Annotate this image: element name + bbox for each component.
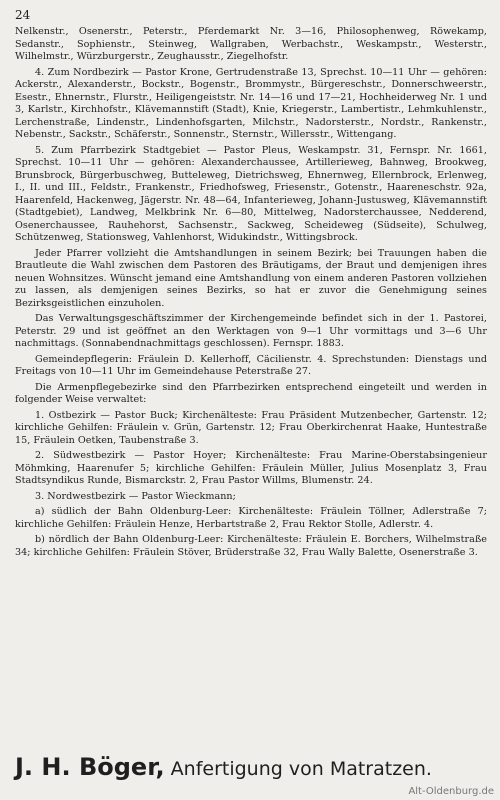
advertiser-name: J. H. Böger,	[15, 753, 165, 781]
paragraph: Das Verwaltungsgeschäftszimmer der Kirchengemeinde befindet sich in der 1. Pastorei, Peterstr. 29 und ist geöffnet an den Werktagen von 9—1 Uhr vormittags und 3—6 Uhr nachmittags. (Sonnabendnachmittags geschlossen). Fernspr. 1883.	[15, 313, 487, 349]
paragraph: a) südlich der Bahn Oldenburg-Leer: Kirchenälteste: Fräulein Töllner, Adlerstraße 7; kirchliche Gehilfen: Fräulein Henze, Herbartstraße 2, Frau Rektor Stolle, Adlerstr. 4.	[15, 506, 487, 530]
paragraph: 5. Zum Pfarrbezirk Stadtgebiet — Pastor Pleus, Weskampstr. 31, Fernspr. Nr. 1661, Sprechst. 10—11 Uhr — gehören: Alexanderchaussee, Artillerieweg, Bahnweg, Brookweg, Brunsbrock, Bürgerbuschweg, Butteleweg, Dietrichsweg, Ehnernweg, Ellernbrock, Erlenweg, I., II. und III., Feldstr., Frankenstr., Friedhofsweg, Friesenstr., Gotenstr., Haareneschstr. 92a, Haarenfeld, Hackenweg, Jägerstr. Nr. 48—64, Infanterieweg, Johann-Justusweg, Klävemannstift (Stadtgebiet), Landweg, Melkbrink Nr. 6—80, Mittelweg, Nadorsterchaussee, Nedderend, Osenerchaussee, Rauhehorst, Sachsenstr., Sackweg, Scheideweg (Südseite), Schulweg, Schützenweg, Stationsweg, Vahlenhorst, Widukindstr., Wittingsbrock.	[15, 144, 487, 243]
paragraph: 4. Zum Nordbezirk — Pastor Krone, Gertrudenstraße 13, Sprechst. 10—11 Uhr — gehören: Ackerstr., Alexanderstr., Bockstr., Bogenstr., Brommystr., Bürgereschstr., Donnerschweerstr., Esestr., Ehnernstr., Flurstr., Heiligengeiststr. Nr. 14—16 und 17—21, Hochheiderweg Nr. 1 und 3, Karlstr., Kirchhofstr., Klävemannstift (Stadt), Knie, Kriegerstr., Lambertistr., Lehmkuhlenstr., Lerchenstraße, Lindenstr., Lindenhofsgarten, Milchstr., Nadorsterstr., Nordstr., Rankenstr., Nebenstr., Sackstr., Schäferstr., Sonnenstr., Sternstr., Willersstr., Wittengang.	[15, 66, 487, 140]
page-number: 24	[15, 8, 31, 22]
paragraph: Gemeindepflegerin: Fräulein D. Kellerhoff, Cäcilienstr. 4. Sprechstunden: Dienstags und Freitags von 10—11 Uhr im Gemeindehause Peterstraße 27.	[15, 353, 487, 377]
advertisement	[15, 753, 432, 781]
paragraph: Jeder Pfarrer vollzieht die Amtshandlungen in seinem Bezirk; bei Trauungen haben die Brautleute die Wahl zwischen dem Pastoren des Bräutigams, der Braut und demjenigen ihres neuen Wohnsitzes. Wünscht jemand eine Amtshandlung von einem anderen Pastoren vollziehen zu lassen, als demjenigen seines Bezirks, so hat er zuvor die Genehmigung seines Bezirksgeistlichen einzuholen.	[15, 247, 487, 309]
paragraph: 3. Nordwestbezirk — Pastor Wieckmann;	[35, 490, 236, 502]
paragraph: Nelkenstr., Osenerstr., Peterstr., Pferdemarkt Nr. 3—16, Philosophenweg, Röwekamp, Sedanstr., Sophienstr., Steinweg, Wallgraben, Werbachstr., Weskampstr., Westerstr., Wilhelmstr., Würzburgerstr., Zeughausstr., Ziegelhofstr.	[15, 26, 487, 62]
paragraph: b) nördlich der Bahn Oldenburg-Leer: Kirchenälteste: Fräulein E. Borchers, Wilhelmstraße 34; kirchliche Gehilfen: Fräulein Stöver, Brüderstraße 32, Frau Wally Balette, Osenerstraße 3.	[15, 534, 487, 558]
advertisement-text: Anfertigung von Matratzen.	[164, 758, 432, 780]
paragraph: 1. Ostbezirk — Pastor Buck; Kirchenälteste: Frau Präsident Mutzenbecher, Gartenstr. 12; kirchliche Gehilfen: Fräulein v. Grün, Gartenstr. 12; Frau Oberkirchenrat Haake, Huntestraße 15, Fräulein Oetken, Taubenstraße 3.	[15, 409, 487, 446]
paragraph: 2. Südwestbezirk — Pastor Hoyer; Kirchenälteste: Frau Marine-Oberstabsingenieur Möhmking, Haarenufer 5; kirchliche Gehilfen: Fräulein Müller, Julius Mosenplatz 3, Frau Stadtsyndikus Runde, Bismarckstr. 2, Frau Pastor Willms, Blumenstr. 24.	[15, 450, 487, 486]
paragraph: Die Armenpflegebezirke sind den Pfarrbezirken entsprechend eingeteilt und werden in folgender Weise verwaltet:	[15, 381, 487, 405]
watermark: Alt-Oldenburg.de	[408, 786, 494, 797]
body-text	[15, 26, 487, 559]
